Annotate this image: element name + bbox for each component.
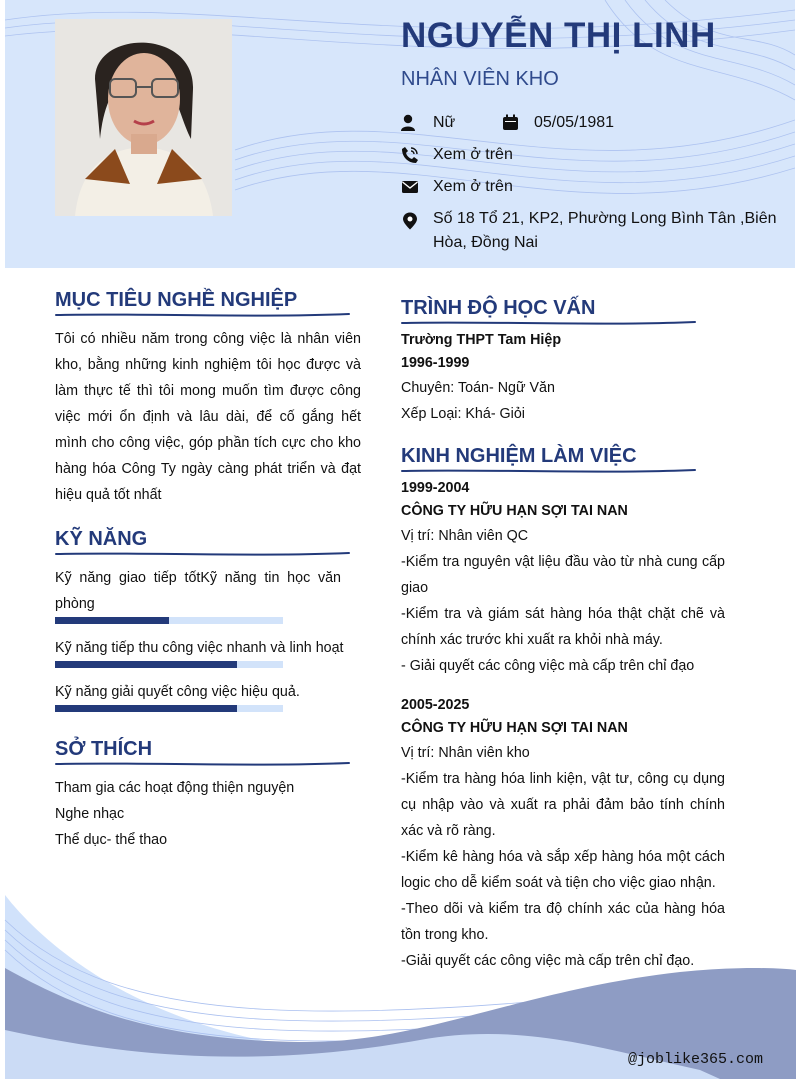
skill-label-1: Kỹ năng giao tiếp tốtKỹ năng tin học văn phòng [55,570,341,612]
email-row [401,178,513,196]
birthdate-row [502,114,614,132]
user-icon [401,114,419,132]
calendar-icon [502,114,520,132]
phone-row [401,146,513,164]
skill-label-2: Kỹ năng tiếp thu công việc nhanh và linh hoạt [55,640,344,656]
education-rank: Xếp Loại: Khá- Giỏi [401,406,525,422]
objective-title: MỤC TIÊU NGHỀ NGHIỆP [55,289,298,311]
job2-years: 2005-2025 [401,697,470,713]
skill-bar-2 [55,661,283,668]
hobby-item-2: Nghe nhạc [55,806,125,822]
job2-duty-3: -Theo dõi và kiểm tra độ chính xác của hàng hóa tồn trong kho. [401,901,725,943]
job1-position: Vị trí: Nhân viên QC [401,528,529,544]
objective-underline [55,311,350,319]
phone-value: Xem ở trên [433,146,513,163]
job1-years: 1999-2004 [401,480,470,496]
job1-duty-3: - Giải quyết các công việc mà cấp trên chỉ đạo [401,658,695,674]
skill-bar-fill-1 [55,617,169,624]
hobby-item-3: Thể dục- thể thao [55,832,168,848]
skill-bar-1 [55,617,283,624]
job1-duty-1: -Kiểm tra nguyên vật liệu đầu vào từ nhà cung cấp giao [401,554,725,596]
profile-photo [55,19,232,216]
experience-title: KINH NGHIỆM LÀM VIỆC [401,445,637,467]
job1-company: CÔNG TY HỮU HẠN SỢI TAI NAN [401,503,628,519]
education-years: 1996-1999 [401,355,470,371]
hobbies-underline [55,760,350,768]
job2-duty-1: -Kiểm tra hàng hóa linh kiện, vật tư, công cụ dụng cụ nhập vào và xuất ra phải đảm bảo tính chính xác và rõ ràng. [401,771,725,839]
birthdate-value: 05/05/1981 [534,114,615,131]
skills-title: KỸ NĂNG [55,528,148,550]
skill-label-3: Kỹ năng giải quyết công việc hiệu quả. [55,684,300,700]
footer-wave [0,880,796,1079]
job2-company: CÔNG TY HỮU HẠN SỢI TAI NAN [401,720,628,736]
candidate-name: NGUYỄN THỊ LINH [401,16,716,55]
hobby-item-1: Tham gia các hoạt động thiện nguyện [55,780,295,796]
address-row [401,210,777,255]
gender-value: Nữ [433,114,456,131]
hobbies-title: SỞ THÍCH [55,738,153,760]
job2-duty-2: -Kiểm kê hàng hóa và sắp xếp hàng hóa một cách logic cho dễ kiểm soát và tiện cho việc giao nhận. [401,849,725,891]
phone-icon [401,146,419,164]
job2-position: Vị trí: Nhân viên kho [401,745,530,761]
job-title: NHÂN VIÊN KHO [401,68,559,90]
job2-duty-4: -Giải quyết các công việc mà cấp trên chỉ đạo. [401,953,695,969]
education-major: Chuyên: Toán- Ngữ Văn [401,380,555,396]
education-underline [401,319,696,327]
address-line-1: Số 18 Tổ 21, KP2, Phường Long Bình Tân ,Biên [433,210,777,227]
education-title: TRÌNH ĐỘ HỌC VẤN [401,297,596,319]
location-icon [401,212,419,230]
skill-bar-3 [55,705,283,712]
address-line-2: Hòa, Đồng Nai [433,234,538,251]
education-school: Trường THPT Tam Hiệp [401,332,562,348]
skills-underline [55,550,350,558]
watermark: @joblike365.com [627,1051,763,1068]
objective-text: Tôi có nhiều năm trong công việc là nhân viên kho, bằng những kinh nghiệm tôi học được và làm thực tế thì tôi mong muốn tìm được công việc mới ổn định và lâu dài, để cố gắng hết mình cho công việc, góp phần tích cực cho kho hàng hóa Công Ty ngày càng phát triển và đạt hiệu quả tốt nhất [55,331,361,503]
gender-row [401,114,455,132]
experience-underline [401,467,696,475]
job1-duty-2: -Kiểm tra và giám sát hàng hóa thật chặt chẽ và chính xác trước khi xuất ra khỏi nhà máy. [401,606,725,648]
mail-icon [401,178,419,196]
skill-bar-fill-2 [55,661,237,668]
skill-bar-fill-3 [55,705,237,712]
email-value: Xem ở trên [433,178,513,195]
